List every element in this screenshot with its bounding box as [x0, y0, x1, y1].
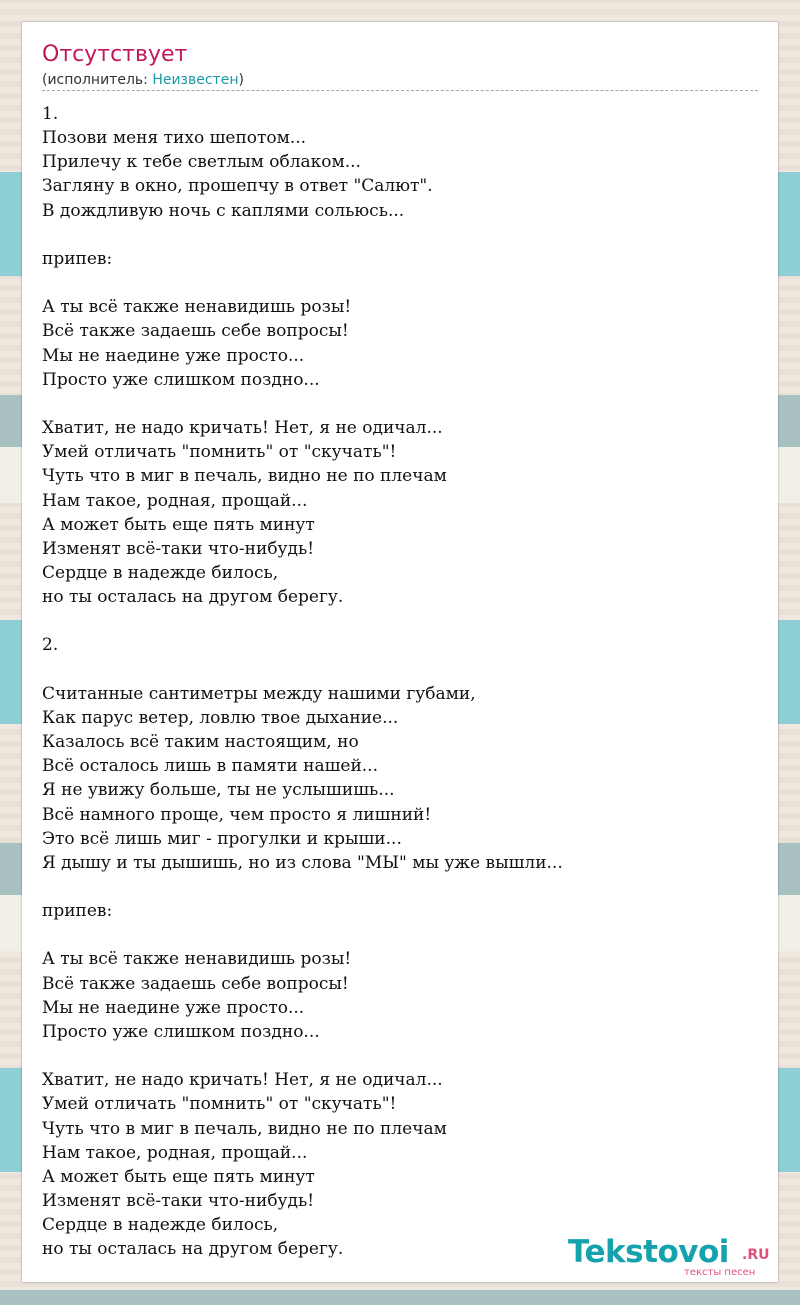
title-divider	[42, 90, 758, 91]
logo-tld: .RU	[742, 1247, 770, 1263]
artist-prefix: (исполнитель:	[42, 72, 153, 88]
site-logo[interactable]	[568, 1234, 778, 1282]
artist-suffix: )	[238, 72, 244, 88]
artist-line	[42, 70, 244, 90]
lyrics-card	[22, 22, 778, 1282]
background-stripe	[0, 1290, 800, 1305]
artist-link[interactable]: Неизвестен	[152, 72, 239, 88]
logo-tagline: тексты песен	[684, 1267, 756, 1278]
logo-name: Tekstovoi	[568, 1234, 729, 1270]
song-title: Отсутствует	[42, 42, 188, 67]
lyrics-text: 1. Позови меня тихо шепотом... Прилечу к тебе светлым облаком... Загляну в окно, прошепчу в ответ "Салют". В дождливую ночь с каплями сольюсь... припев: А ты всё также ненавидишь розы! Всё также задаешь себе вопросы! Мы не наедине уже просто... Просто уже слишком поздно... Хватит, не надо кричать! Нет, я не одичал... Умей отличать "помнить" от "скучать"! Чуть что в миг в печаль, видно не по плечам Нам такое, родная, прощай... А может быть еще пять минут Изменят всё-таки что-нибудь! Сердце в надежде билось, но ты осталась на другом берегу. 2. Считанные сантиметры между нашими губами, Как парус ветер, ловлю твое дыхание... Казалось всё таким настоящим, но Всё осталось лишь в памяти нашей... Я не увижу больше, ты не услышишь... Всё намного проще, чем просто я лишний! Это всё лишь миг - прогулки и крыши... Я дышу и ты дышишь, но из слова "МЫ" мы уже вышли... припев: А ты всё также ненавидишь розы! Всё также задаешь себе вопросы! Мы не наедине уже просто... Просто уже слишком поздно... Хватит, не надо кричать! Нет, я не одичал... Умей отличать "помнить" от "скучать"! Чуть что в миг в печаль, видно не по плечам Нам такое, родная, прощай... А может быть еще пять минут Изменят всё-таки что-нибудь! Сердце в надежде билось, но ты осталась на другом берегу.	[42, 104, 563, 1260]
